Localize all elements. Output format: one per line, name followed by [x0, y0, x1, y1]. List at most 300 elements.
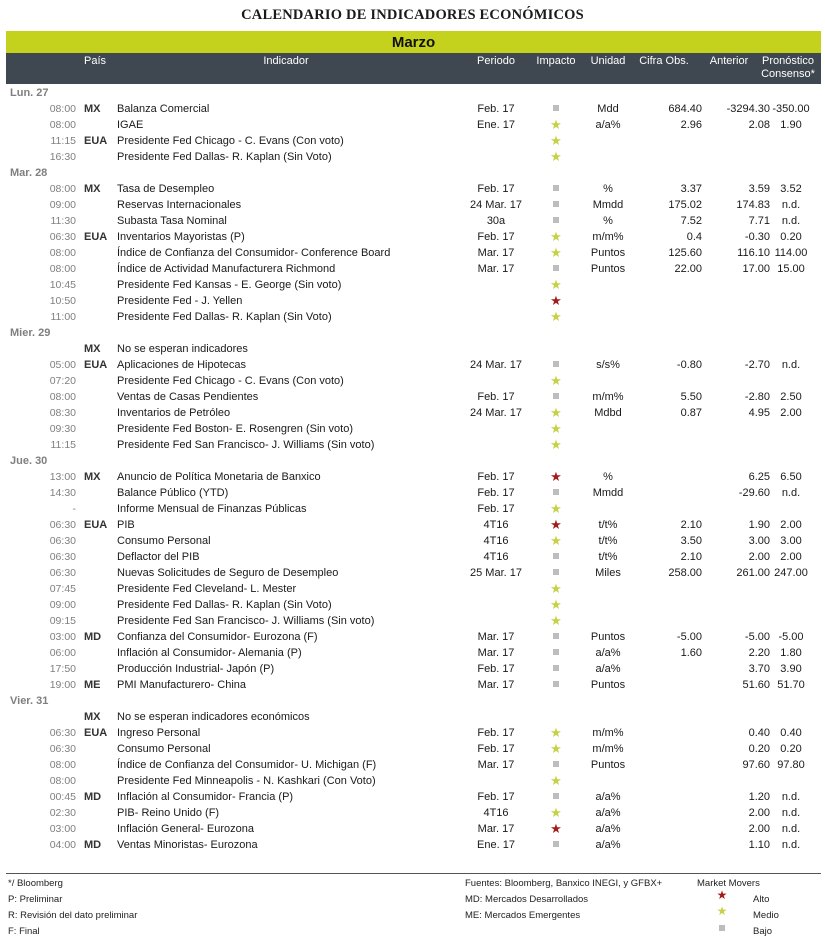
row-time: 14:30 [49, 487, 76, 499]
table-row [6, 805, 821, 821]
row-time: 10:45 [49, 279, 76, 291]
row-indicator: Presidente Fed Dallas- R. Kaplan (Sin Voto) [117, 599, 332, 611]
row-time: 10:50 [49, 295, 76, 307]
row-time: 06:30 [49, 743, 76, 755]
row-pronostico: 2.00 [780, 407, 802, 419]
page-title: CALENDARIO DE INDICADORES ECONÓMICOS [241, 7, 584, 23]
row-indicator: Índice de Actividad Manufacturera Richmond [117, 263, 336, 275]
row-time: 09:00 [49, 599, 76, 611]
row-time: 00:45 [49, 791, 76, 803]
row-pronostico: n.d. [781, 487, 801, 499]
table-row [6, 469, 821, 485]
row-indicator: Subasta Tasa Nominal [117, 215, 227, 227]
row-time: 19:00 [49, 679, 76, 691]
row-indicator: Presidente Fed Chicago - C. Evans (Con voto) [117, 375, 344, 387]
row-unit: Mdbd [594, 407, 622, 419]
row-cifra-obs: 2.10 [680, 519, 702, 531]
row-time: 05:00 [49, 359, 76, 371]
row-anterior: 1.90 [748, 519, 770, 531]
row-anterior: 1.20 [748, 791, 770, 803]
day-label: Jue. 30 [10, 455, 48, 467]
row-unit: a/a% [595, 119, 621, 131]
row-time: 06:30 [49, 231, 76, 243]
row-period: 24 Mar. 17 [470, 199, 522, 211]
row-time: 09:15 [49, 615, 76, 627]
row-unit: Mdd [597, 103, 619, 115]
row-pronostico: 97.80 [777, 759, 805, 771]
row-cifra-obs: 2.10 [680, 551, 702, 563]
row-pronostico: 114.00 [774, 247, 808, 259]
row-anterior: 97.60 [742, 759, 770, 771]
row-period: Mar. 17 [477, 679, 515, 691]
impact-bajo-square-icon [536, 197, 576, 213]
row-time: 08:30 [49, 407, 76, 419]
row-indicator: Presidente Fed San Francisco- J. Williams (Sin voto) [117, 439, 375, 451]
impact-medio-star-icon: ★ [550, 773, 562, 788]
table-row [6, 645, 821, 661]
header-impacto: Impacto [536, 55, 576, 67]
day-header [6, 165, 821, 181]
row-unit: a/a% [595, 647, 621, 659]
row-pronostico: 51.70 [777, 679, 805, 691]
impact-bajo-square-icon [536, 629, 576, 645]
row-period: Feb. 17 [477, 791, 515, 803]
row-period: Mar. 17 [477, 647, 515, 659]
row-indicator: Producción Industrial- Japón (P) [117, 663, 275, 675]
impact-bajo-square-icon [536, 261, 576, 277]
row-time: 03:00 [49, 823, 76, 835]
row-anterior: 3.00 [748, 535, 770, 547]
footnote-final: F: Final [8, 926, 40, 937]
row-country: MD [84, 791, 102, 803]
header-cifra: Cifra Obs. [639, 55, 689, 67]
table-row [6, 437, 821, 453]
row-anterior: 2.00 [748, 807, 770, 819]
row-anterior: 2.00 [748, 551, 770, 563]
row-anterior: 261.00 [736, 567, 770, 579]
row-pronostico: n.d. [781, 791, 801, 803]
row-indicator: Inventarios de Petróleo [117, 407, 231, 419]
row-anterior: 3.59 [748, 183, 770, 195]
impact-bajo-square-icon [536, 213, 576, 229]
table-row [6, 245, 821, 261]
row-time: 06:30 [49, 519, 76, 531]
row-period: 25 Mar. 17 [470, 567, 522, 579]
row-time: 11:15 [50, 439, 76, 451]
row-time: 08:00 [49, 775, 76, 787]
impact-medio-star-icon: ★ [550, 229, 562, 244]
row-period: Mar. 17 [477, 263, 515, 275]
row-period: Mar. 17 [477, 631, 515, 643]
table-row [6, 261, 821, 277]
row-pronostico: 2.00 [780, 551, 802, 563]
row-period: Ene. 17 [477, 839, 515, 851]
row-cifra-obs: 175.02 [668, 199, 702, 211]
row-country: EUA [84, 231, 108, 243]
row-indicator: Tasa de Desempleo [117, 183, 215, 195]
row-country: ME [84, 679, 101, 691]
row-period: Mar. 17 [477, 247, 515, 259]
table-row [6, 181, 821, 197]
row-period: Feb. 17 [477, 183, 515, 195]
day-label: Vier. 31 [10, 695, 49, 707]
row-unit: m/m% [592, 743, 624, 755]
table-row [6, 597, 821, 613]
table-row [6, 613, 821, 629]
header-anterior: Anterior [709, 55, 749, 67]
row-indicator: Balanza Comercial [117, 103, 210, 115]
row-indicator: Presidente Fed Dallas- R. Kaplan (Sin Voto) [117, 151, 332, 163]
day-label: Mar. 28 [10, 167, 48, 179]
row-anterior: 2.08 [748, 119, 770, 131]
row-pronostico: n.d. [781, 199, 801, 211]
row-period: 24 Mar. 17 [470, 359, 522, 371]
legend-bajo-square-icon [712, 921, 732, 935]
legend-medio-label: Medio [753, 910, 779, 921]
day-header [6, 325, 821, 341]
row-indicator: IGAE [117, 119, 144, 131]
table-row [6, 533, 821, 549]
legend-title: Market Movers [697, 878, 760, 889]
row-indicator: Nuevas Solicitudes de Seguro de Desempleo [117, 567, 339, 579]
impact-bajo-square-icon [536, 789, 576, 805]
row-indicator: Informe Mensual de Finanzas Públicas [117, 503, 307, 515]
row-time: 08:00 [49, 103, 76, 115]
row-anterior: 4.95 [748, 407, 770, 419]
row-country: EUA [84, 519, 108, 531]
row-anterior: -0.30 [744, 231, 770, 243]
row-indicator: Presidente Fed - J. Yellen [117, 295, 243, 307]
table-row [6, 677, 821, 693]
table-row [6, 101, 821, 117]
table-row [6, 661, 821, 677]
table-row [6, 229, 821, 245]
row-indicator: Presidente Fed Chicago - C. Evans (Con voto) [117, 135, 344, 147]
row-period: 4T16 [483, 535, 509, 547]
row-period: 4T16 [483, 551, 509, 563]
row-unit: Mmdd [592, 199, 624, 211]
row-unit: a/a% [595, 823, 621, 835]
impact-medio-star-icon: ★ [550, 597, 562, 612]
row-pronostico: 1.90 [780, 119, 802, 131]
table-row [6, 149, 821, 165]
row-cifra-obs: 22.00 [674, 263, 702, 275]
legend-bajo-label: Bajo [753, 926, 773, 937]
row-country: MX [84, 471, 101, 483]
row-period: Feb. 17 [477, 231, 515, 243]
row-anterior: 0.40 [748, 727, 770, 739]
row-cifra-obs: 0.4 [686, 231, 702, 243]
row-indicator: Inflación General- Eurozona [117, 823, 254, 835]
row-cifra-obs: 684.40 [668, 103, 702, 115]
legend-medio-star-icon: ★ [716, 904, 728, 918]
table-row [6, 725, 821, 741]
row-indicator: Presidente Fed Boston- E. Rosengren (Sin voto) [117, 423, 354, 435]
footnote-revision: R: Revisión del dato preliminar [8, 910, 138, 921]
row-indicator: Índice de Confianza del Consumidor- U. Michigan (F) [117, 759, 377, 771]
row-cifra-obs: 258.00 [668, 567, 702, 579]
row-indicator: Deflactor del PIB [117, 551, 200, 563]
row-unit: Puntos [590, 631, 626, 643]
table-row [6, 789, 821, 805]
row-indicator: Inflación al Consumidor- Alemania (P) [117, 647, 302, 659]
row-unit: s/s% [596, 359, 620, 371]
row-indicator: No se esperan indicadores [117, 343, 248, 355]
table-row [6, 629, 821, 645]
row-time: 13:00 [49, 471, 76, 483]
row-country: MD [84, 839, 102, 851]
row-country: MX [84, 711, 101, 723]
row-time: 07:20 [49, 375, 76, 387]
row-unit: % [603, 183, 613, 195]
header-periodo: Periodo [477, 55, 515, 67]
header-pais: País [84, 55, 107, 67]
row-indicator: Ventas de Casas Pendientes [117, 391, 259, 403]
row-unit: Puntos [590, 247, 626, 259]
day-header [6, 85, 821, 101]
row-anterior: -2.70 [744, 359, 770, 371]
month-bar: Marzo [6, 31, 821, 53]
row-pronostico: n.d. [781, 807, 801, 819]
row-unit: a/a% [595, 791, 621, 803]
row-period: Feb. 17 [477, 487, 515, 499]
row-indicator: Inflación al Consumidor- Francia (P) [117, 791, 294, 803]
row-period: Mar. 17 [477, 823, 515, 835]
impact-medio-star-icon: ★ [550, 533, 562, 548]
table-row [6, 357, 821, 373]
row-period: Ene. 17 [477, 119, 515, 131]
table-row [6, 389, 821, 405]
impact-medio-star-icon: ★ [550, 725, 562, 740]
table-row [6, 341, 821, 357]
row-time: 08:00 [49, 391, 76, 403]
row-time: 07:45 [49, 583, 76, 595]
row-pronostico: 0.20 [780, 743, 802, 755]
row-unit: a/a% [595, 663, 621, 675]
row-time: 08:00 [49, 119, 76, 131]
impact-medio-star-icon: ★ [550, 309, 562, 324]
row-pronostico: 2.00 [780, 519, 802, 531]
header-indicador: Indicador [263, 55, 309, 67]
row-period: 24 Mar. 17 [470, 407, 522, 419]
impact-bajo-square-icon [536, 357, 576, 373]
row-pronostico: n.d. [781, 359, 801, 371]
row-time: 09:00 [49, 199, 76, 211]
row-country: MX [84, 183, 101, 195]
row-period: Feb. 17 [477, 103, 515, 115]
impact-medio-star-icon: ★ [550, 117, 562, 132]
row-anterior: 6.25 [748, 471, 770, 483]
row-pronostico: 0.40 [780, 727, 802, 739]
impact-alto-star-icon: ★ [550, 469, 562, 484]
row-cifra-obs: -0.80 [676, 359, 702, 371]
row-period: 4T16 [483, 807, 509, 819]
row-unit: m/m% [592, 391, 624, 403]
row-indicator: Anuncio de Política Monetaria de Banxico [117, 471, 321, 483]
row-indicator: Presidente Fed Minneapolis - N. Kashkari (Con Voto) [117, 775, 376, 787]
row-time: 09:30 [49, 423, 76, 435]
table-header [6, 53, 821, 84]
table-row [6, 133, 821, 149]
table-row [6, 757, 821, 773]
row-indicator: PMI Manufacturero- China [117, 679, 246, 691]
row-pronostico: 2.50 [780, 391, 802, 403]
table-row [6, 709, 821, 725]
impact-bajo-square-icon [536, 757, 576, 773]
row-period: Feb. 17 [477, 503, 515, 515]
row-time: 16:30 [49, 151, 76, 163]
row-pronostico: n.d. [781, 215, 801, 227]
row-country: MD [84, 631, 102, 643]
table-row [6, 213, 821, 229]
row-unit: Puntos [590, 679, 626, 691]
row-anterior: 1.10 [748, 839, 770, 851]
row-anterior: -2.80 [744, 391, 770, 403]
row-time: 06:30 [49, 551, 76, 563]
row-pronostico: 1.80 [780, 647, 802, 659]
row-country: EUA [84, 727, 108, 739]
row-indicator: No se esperan indicadores económicos [117, 711, 310, 723]
impact-medio-star-icon: ★ [550, 501, 562, 516]
impact-medio-star-icon: ★ [550, 277, 562, 292]
row-indicator: Ingreso Personal [117, 727, 201, 739]
table-row [6, 197, 821, 213]
row-pronostico: n.d. [781, 823, 801, 835]
impact-medio-star-icon: ★ [550, 613, 562, 628]
footnote-fuentes: Fuentes: Bloomberg, Banxico INEGI, y GFBX+ [465, 878, 663, 889]
impact-bajo-square-icon [536, 565, 576, 581]
row-cifra-obs: 3.37 [680, 183, 702, 195]
row-pronostico: 15.00 [777, 263, 805, 275]
impact-bajo-square-icon [536, 181, 576, 197]
row-cifra-obs: 125.60 [668, 247, 702, 259]
row-cifra-obs: 3.50 [680, 535, 702, 547]
row-indicator: Reservas Internacionales [117, 199, 242, 211]
footnote-md: MD: Mercados Desarrollados [465, 894, 589, 905]
row-time: 03:00 [49, 631, 76, 643]
impact-medio-star-icon: ★ [550, 581, 562, 596]
row-pronostico: -5.00 [778, 631, 804, 643]
row-unit: Miles [595, 567, 621, 579]
row-time: 02:30 [49, 807, 76, 819]
header-pronostico-line2: Consenso* [761, 68, 815, 80]
impact-bajo-square-icon [536, 485, 576, 501]
row-pronostico: 247.00 [774, 567, 808, 579]
row-anterior: 2.00 [748, 823, 770, 835]
table-row [6, 581, 821, 597]
table-row [6, 565, 821, 581]
impact-medio-star-icon: ★ [550, 373, 562, 388]
row-country: MX [84, 343, 101, 355]
table-row [6, 293, 821, 309]
row-anterior: 116.10 [737, 247, 770, 259]
row-indicator: Confianza del Consumidor- Eurozona (F) [117, 631, 318, 643]
row-indicator: Ventas Minoristas- Eurozona [117, 839, 258, 851]
row-time: 06:30 [49, 567, 76, 579]
table-row [6, 373, 821, 389]
row-indicator: Presidente Fed Kansas - E. George (Sin voto) [117, 279, 342, 291]
legend-alto-star-icon: ★ [716, 888, 728, 902]
header-pronostico-line1: Pronóstico [762, 55, 814, 67]
row-pronostico: n.d. [781, 839, 801, 851]
day-label: Lun. 27 [10, 87, 49, 99]
row-unit: m/m% [592, 727, 624, 739]
row-cifra-obs: 5.50 [680, 391, 702, 403]
impact-medio-star-icon: ★ [550, 133, 562, 148]
row-time: 08:00 [49, 759, 76, 771]
row-pronostico: 6.50 [780, 471, 802, 483]
row-anterior: -5.00 [744, 631, 770, 643]
table-row [6, 277, 821, 293]
row-indicator: Aplicaciones de Hipotecas [117, 359, 247, 371]
footnote-preliminar: P: Preliminar [8, 894, 63, 905]
row-indicator: PIB- Reino Unido (F) [117, 807, 220, 819]
table-row [6, 421, 821, 437]
row-unit: Puntos [590, 263, 626, 275]
row-time: 08:00 [49, 183, 76, 195]
row-time: 06:30 [49, 727, 76, 739]
impact-medio-star-icon: ★ [550, 741, 562, 756]
day-header [6, 453, 821, 469]
header-pronostico [754, 55, 822, 81]
row-time: 11:00 [50, 311, 76, 323]
table-row [6, 549, 821, 565]
row-anterior: 51.60 [742, 679, 770, 691]
row-indicator: Consumo Personal [117, 743, 211, 755]
row-time: 06:30 [49, 535, 76, 547]
row-period: Feb. 17 [477, 663, 515, 675]
impact-medio-star-icon: ★ [550, 437, 562, 452]
footnote-me: ME: Mercados Emergentes [465, 910, 581, 921]
row-time: 08:00 [49, 263, 76, 275]
table-row [6, 485, 821, 501]
row-country: MX [84, 103, 101, 115]
row-unit: a/a% [595, 807, 621, 819]
impact-bajo-square-icon [536, 837, 576, 853]
footer-divider [6, 873, 821, 874]
table-row [6, 741, 821, 757]
row-pronostico: 3.00 [780, 535, 802, 547]
row-unit: Puntos [590, 759, 626, 771]
impact-bajo-square-icon [536, 677, 576, 693]
day-label: Mier. 29 [10, 327, 51, 339]
row-time: 11:15 [50, 135, 76, 147]
row-anterior: 174.83 [736, 199, 770, 211]
row-unit: m/m% [592, 231, 624, 243]
impact-bajo-square-icon [536, 101, 576, 117]
table-row [6, 821, 821, 837]
row-anterior: -29.60 [738, 487, 770, 499]
impact-bajo-square-icon [536, 645, 576, 661]
row-anterior: 2.20 [748, 647, 770, 659]
row-anterior: 0.20 [748, 743, 770, 755]
row-indicator: Presidente Fed San Francisco- J. Williams (Sin voto) [117, 615, 375, 627]
row-cifra-obs: 0.87 [680, 407, 702, 419]
row-cifra-obs: 7.52 [680, 215, 702, 227]
impact-alto-star-icon: ★ [550, 517, 562, 532]
row-indicator: Balance Público (YTD) [117, 487, 229, 499]
row-pronostico: -350.00 [772, 103, 810, 115]
row-country: EUA [84, 135, 108, 147]
row-indicator: PIB [117, 519, 135, 531]
table-row [6, 501, 821, 517]
impact-medio-star-icon: ★ [550, 805, 562, 820]
row-unit: % [603, 215, 613, 227]
row-indicator: Presidente Fed Dallas- R. Kaplan (Sin Voto) [117, 311, 332, 323]
row-indicator: Inventarios Mayoristas (P) [117, 231, 245, 243]
row-period: Feb. 17 [477, 471, 515, 483]
row-period: Feb. 17 [477, 391, 515, 403]
